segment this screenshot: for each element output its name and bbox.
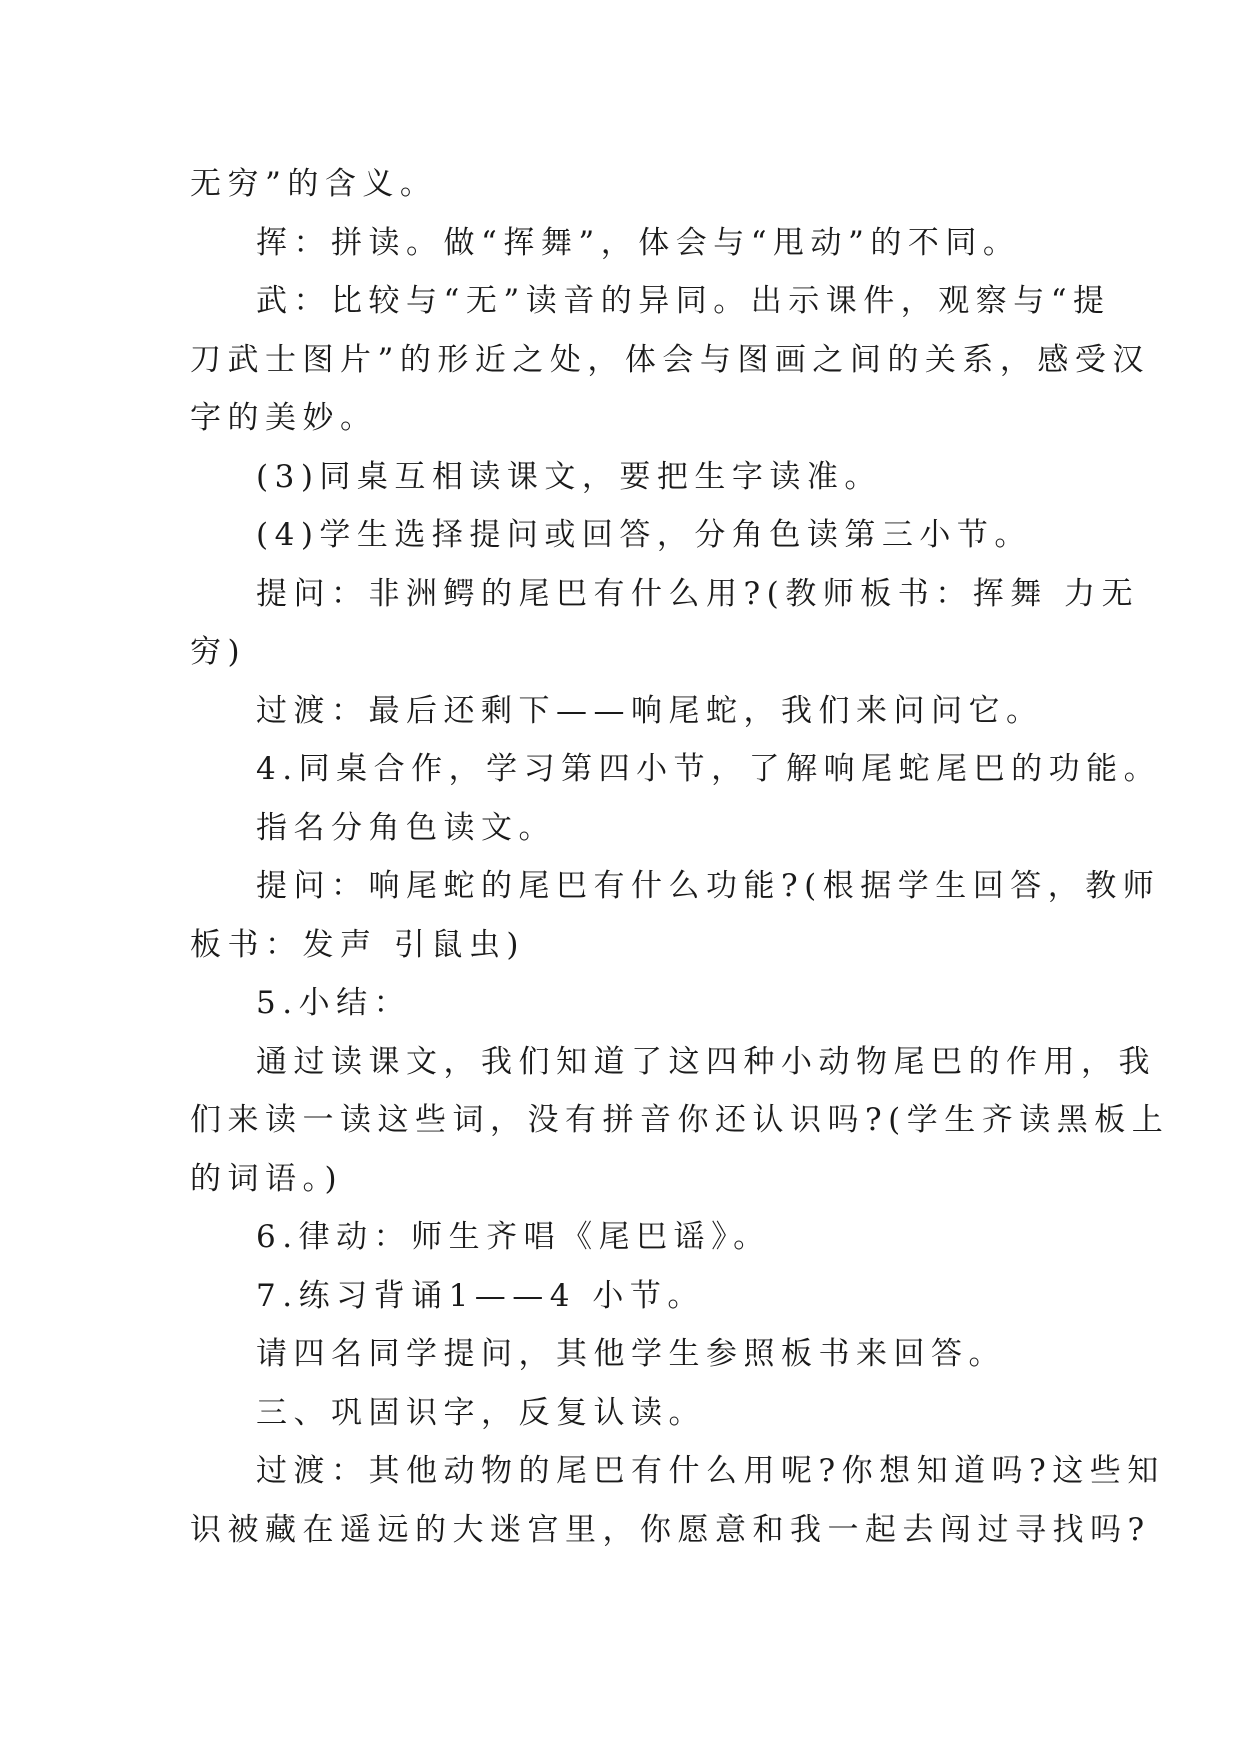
text-line: 穷) xyxy=(190,634,247,670)
text-line: 们来读一读这些词，没有拼音你还认识吗?(学生齐读黑板上 xyxy=(190,1102,1170,1138)
text-line: 无穷”的含义。 xyxy=(190,166,438,202)
text-line: (3)同桌互相读课文，要把生字读准。 xyxy=(256,458,882,495)
text-line: 提问：响尾蛇的尾巴有什么功能?(根据学生回答，教师 xyxy=(256,868,1161,904)
text-line: 板书：发声 引鼠虫) xyxy=(190,926,525,963)
text-body xyxy=(190,155,1170,1559)
text-line: 请四名同学提问，其他学生参照板书来回答。 xyxy=(256,1336,1006,1372)
text-line: 字的美妙。 xyxy=(190,400,378,436)
text-line: 过渡：其他动物的尾巴有什么用呢?你想知道吗?这些知 xyxy=(256,1453,1165,1489)
text-line: 过渡：最后还剩下——响尾蛇，我们来问问它。 xyxy=(256,692,1044,729)
text-line: 的词语。) xyxy=(190,1160,344,1197)
text-line: 提问：非洲鳄的尾巴有什么用?(教师板书：挥舞 力无 xyxy=(256,575,1140,612)
text-line: (4)学生选择提问或回答，分角色读第三小节。 xyxy=(256,517,1032,553)
text-line: 刀武士图片”的形近之处，体会与图画之间的关系，感受汉 xyxy=(190,341,1150,378)
text-line: 挥：拼读。做“挥舞”，体会与“甩动”的不同。 xyxy=(256,224,1021,261)
text-line: 武：比较与“无”读音的异同。出示课件，观察与“提 xyxy=(256,283,1111,319)
text-line: 5.小结： xyxy=(256,985,412,1021)
text-line: 6.律动：师生齐唱《尾巴谣》。 xyxy=(256,1219,771,1255)
text-line: 7.练习背诵1——4 小节。 xyxy=(256,1277,705,1314)
text-line: 三、巩固识字，反复认读。 xyxy=(256,1394,706,1431)
text-line: 4.同桌合作，学习第四小节，了解响尾蛇尾巴的功能。 xyxy=(256,751,1162,787)
text-line: 识被藏在遥远的大迷宫里，你愿意和我一起去闯过寻找吗? xyxy=(190,1511,1151,1548)
text-line: 指名分角色读文。 xyxy=(256,809,556,846)
text-line: 通过读课文，我们知道了这四种小动物尾巴的作用，我 xyxy=(256,1043,1156,1080)
